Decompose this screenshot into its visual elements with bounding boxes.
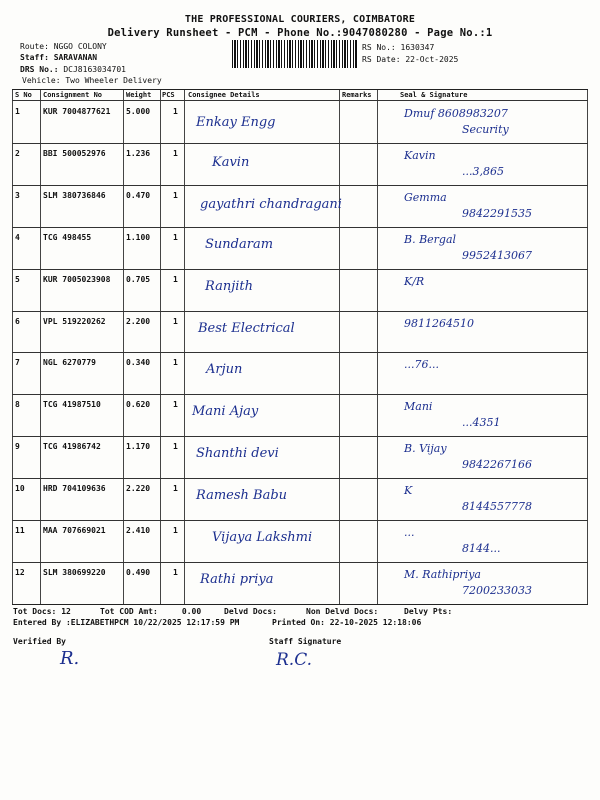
row-signature-phone: ...4351 (462, 416, 501, 429)
table-row (12, 311, 588, 352)
row-pcs: 1 (173, 568, 178, 577)
rs-date-line: RS Date: 22-Oct-2025 (362, 55, 459, 64)
row-weight: 0.490 (126, 568, 151, 577)
row-signature-phone: ...3,865 (462, 165, 504, 178)
row-signature: ... (404, 526, 415, 539)
table-bottom-border (12, 604, 588, 605)
row-weight: 1.236 (126, 149, 151, 158)
row-weight: 2.220 (126, 484, 151, 493)
delvy-pts-label: Delvy Pts: (404, 607, 453, 616)
row-consignee-handwritten: Ramesh Babu (196, 488, 288, 503)
row-consignee-handwritten: Enkay Engg (196, 115, 276, 130)
row-signature: B. Bergal (404, 233, 457, 246)
row-signature-phone: 9842267166 (462, 458, 532, 471)
row-consignee-handwritten: Ranjith (205, 279, 253, 294)
table-row (12, 269, 588, 310)
vehicle-value: Two Wheeler Delivery (65, 76, 162, 85)
row-weight: 0.340 (126, 358, 151, 367)
printed-on: Printed On: 22-10-2025 12:18:06 (272, 618, 422, 627)
row-weight: 0.470 (126, 191, 151, 200)
row-sno: 4 (15, 233, 20, 242)
table-row (12, 394, 588, 435)
row-sno: 3 (15, 191, 20, 200)
table-top-border (12, 89, 588, 90)
col-header-pcs: PCS (162, 91, 175, 99)
row-sno: 10 (15, 484, 25, 493)
row-consignment-no: MAA 707669021 (43, 526, 106, 535)
row-consignment-no: TCG 498455 (43, 233, 92, 242)
row-sno: 11 (15, 526, 25, 535)
table-row (12, 436, 588, 477)
row-signature: K/R (404, 275, 425, 288)
row-pcs: 1 (173, 149, 178, 158)
row-signature-phone: 8144... (462, 542, 501, 555)
rs-no-line: RS No.: 1630347 (362, 43, 435, 52)
row-sno: 12 (15, 568, 25, 577)
row-pcs: 1 (173, 358, 178, 367)
row-weight: 2.200 (126, 317, 151, 326)
table-row (12, 101, 588, 142)
tot-docs-value: 12 (61, 607, 71, 616)
row-sno: 2 (15, 149, 20, 158)
row-pcs: 1 (173, 442, 178, 451)
col-header-remarks: Remarks (342, 91, 372, 99)
row-sno: 9 (15, 442, 20, 451)
row-consignment-no: TCG 41986742 (43, 442, 101, 451)
staff-value: SARAVANAN (53, 53, 98, 62)
table-row (12, 562, 588, 603)
table-row (12, 227, 588, 268)
table-row (12, 352, 588, 393)
col-header-seal: Seal & Signature (400, 91, 468, 99)
table-row (12, 143, 588, 184)
verified-signature: R. (60, 648, 80, 669)
staff-signature: R.C. (276, 650, 313, 670)
row-pcs: 1 (173, 484, 178, 493)
row-weight: 1.170 (126, 442, 151, 451)
row-signature: ...76... (404, 358, 439, 371)
row-consignee-handwritten: Mani Ajay (192, 404, 259, 419)
row-consignee-handwritten: Kavin (212, 155, 250, 170)
barcode (232, 40, 358, 68)
row-consignment-no: VPL 519220262 (43, 317, 106, 326)
tot-cod-value: 0.00 (181, 607, 202, 616)
row-signature: M. Rathipriya (404, 568, 481, 581)
row-sno: 5 (15, 275, 20, 284)
row-consignment-no: KUR 7005023908 (43, 275, 111, 284)
row-consignment-no: TCG 41987510 (43, 400, 101, 409)
row-pcs: 1 (173, 400, 178, 409)
company-title: THE PROFESSIONAL COURIERS, COIMBATORE (184, 14, 416, 25)
row-signature-phone: 8144557778 (462, 500, 532, 513)
table-row (12, 478, 588, 519)
row-weight: 0.620 (126, 400, 151, 409)
row-consignee-handwritten: Arjun (206, 362, 243, 377)
row-consignment-no: HRD 704109636 (43, 484, 106, 493)
row-consignee-handwritten: Best Electrical (198, 321, 295, 336)
row-consignment-no: KUR 7004877621 (43, 107, 111, 116)
row-signature: Dmuf 8608983207 (404, 107, 508, 120)
row-sno: 1 (15, 107, 20, 116)
non-delvd-docs-label: Non Delvd Docs: (306, 607, 379, 616)
tot-docs: Tot Docs: 12 (13, 607, 71, 616)
row-signature-phone: Security (462, 123, 509, 136)
rs-date-value: 22-Oct-2025 (405, 55, 459, 64)
route-line: Route: NGGO COLONY (20, 42, 107, 51)
row-consignee-handwritten: Shanthi devi (196, 446, 279, 461)
row-pcs: 1 (173, 107, 178, 116)
row-signature-phone: 9952413067 (462, 249, 532, 262)
row-pcs: 1 (173, 233, 178, 242)
route-value: NGGO COLONY (53, 42, 107, 51)
row-weight: 5.000 (126, 107, 151, 116)
row-pcs: 1 (173, 275, 178, 284)
drs-value: DCJ8163034701 (63, 65, 126, 74)
col-header-sno: S No (15, 91, 32, 99)
rs-no-value: 1630347 (400, 43, 435, 52)
vehicle-line: Vehicle: Two Wheeler Delivery (22, 76, 162, 85)
table-row (12, 185, 588, 226)
col-header-consignment: Consignment No (43, 91, 103, 99)
row-weight: 1.100 (126, 233, 151, 242)
row-signature: Gemma (404, 191, 447, 204)
row-signature: Mani (404, 400, 433, 413)
row-consignment-no: NGL 6270779 (43, 358, 96, 367)
tot-cod: Tot COD Amt: 0.00 (100, 607, 202, 616)
entered-by: Entered By :ELIZABETHPCM 10/22/2025 12:17:59 PM (13, 618, 240, 627)
row-signature: B. Vijay (404, 442, 447, 455)
row-sno: 8 (15, 400, 20, 409)
row-sno: 6 (15, 317, 20, 326)
row-pcs: 1 (173, 317, 178, 326)
table-row (12, 520, 588, 561)
row-weight: 2.410 (126, 526, 151, 535)
row-signature-phone: 7200233033 (462, 584, 532, 597)
row-sno: 7 (15, 358, 20, 367)
col-header-weight: Weight (126, 91, 152, 99)
staff-line: Staff: SARAVANAN (20, 53, 98, 62)
row-consignment-no: SLM 380736846 (43, 191, 106, 200)
row-weight: 0.705 (126, 275, 151, 284)
runsheet-subtitle: Delivery Runsheet - PCM - Phone No.:9047080280 - Page No.:1 (107, 27, 493, 39)
row-signature: K (404, 484, 413, 497)
drs-line: DRS No.: DCJ8163034701 (20, 65, 126, 74)
row-consignee-handwritten: Sundaram (205, 237, 274, 252)
delvd-docs-label: Delvd Docs: (224, 607, 277, 616)
row-pcs: 1 (173, 526, 178, 535)
row-signature: 9811264510 (404, 317, 474, 330)
row-consignee-handwritten: Rathi priya (200, 572, 274, 587)
verified-by-label: Verified By (13, 637, 66, 646)
row-consignment-no: SLM 380699220 (43, 568, 106, 577)
row-signature-phone: 9842291535 (462, 207, 532, 220)
staff-signature-label: Staff Signature (269, 637, 342, 646)
row-consignee-handwritten: Vijaya Lakshmi (212, 530, 313, 545)
row-consignment-no: BBI 500052976 (43, 149, 106, 158)
row-pcs: 1 (173, 191, 178, 200)
col-header-consignee: Consignee Details (188, 91, 260, 99)
row-consignee-handwritten: gayathri chandragani (200, 197, 342, 212)
row-signature: Kavin (404, 149, 436, 162)
